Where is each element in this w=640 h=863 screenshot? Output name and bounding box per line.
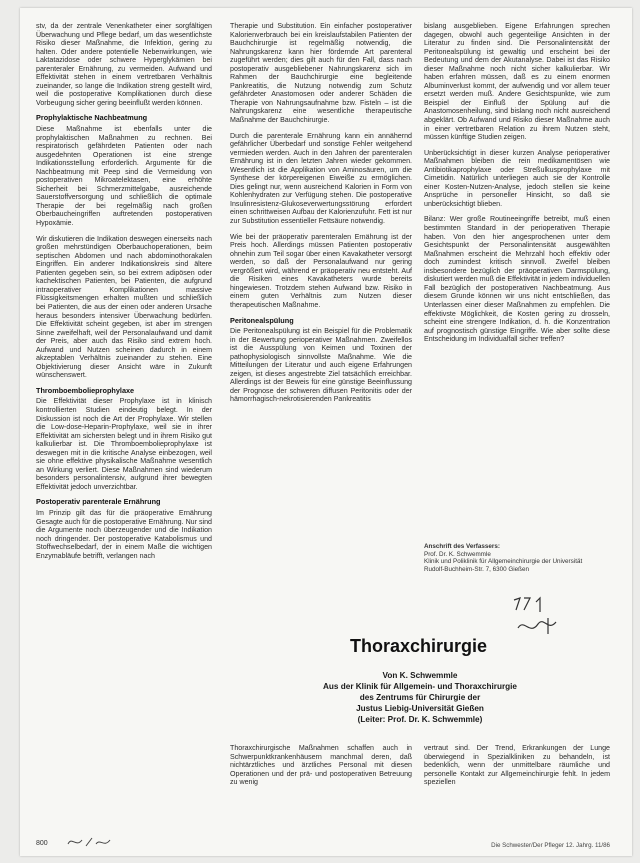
paragraph: Wie bei der präoperativ parenteralen Ernährung ist der Preis hoch. Allerdings müssen Patienten postoperativ ohnehin zum Teil sogar über einen Kavakatheter versorgt werden, so daß der Personalaufwand nur gering vergrößert wird, während er präoperativ neu entsteht. Auf die Risiken eines Kavakatheters wurde bereits hingewiesen. Trotzdem stehen Aufwand bzw. Risiko in einem guten Verhältnis zum Nutzen dieser therapeutischen Maßnahme. [230, 232, 412, 309]
section-title: Thoraxchirurgie [350, 636, 488, 656]
article-text-middle: Thoraxchirurgische Maßnahmen schaffen auch in Schwerpunktkrankenhäusern manchmal deren, daß nichtärztliches und ärztliches Personal mit diesen Operationen und der prä- und postoperativen Betreuung zu wenig [230, 744, 412, 787]
handwritten-annotation [504, 588, 604, 648]
subheading: Postoperativ parenterale Ernährung [36, 497, 161, 507]
article-byline [230, 670, 610, 725]
document-page [20, 8, 632, 856]
paragraph: Durch die parenterale Ernährung kann ein annähernd gefährlicher Überbedarf und sonstige Fehler weitgehend vermieden werden. Auch in den Jahren der parenteralen Ernährung ist in den letzten Jahren wieder gekommen. Wesentlich ist die Applikation von Aminosäuren, um die Synthese der körpereigenen Eiweiße zu ermöglichen. Dies gelingt nur, wenn ausreichend Kalorien in Form von Kohlenhydraten zur Verfügung stehen. Die postoperative Insulinresistenz-Glukoseverwertungsstörung erfordert einen schrittweisen Aufbau der Kalorienzufuhr. Fett ist nur zur Substitution essentieller Fettsäure notwendig. [230, 131, 412, 226]
author-name: Prof. Dr. K. Schwemmle [424, 550, 491, 558]
byline-head: (Leiter: Prof. Dr. K. Schwemmle) [357, 715, 483, 724]
paragraph: Die Effektivität dieser Prophylaxe ist in klinisch kontrollierten Studien eindeutig belegt. In der Diskussion ist noch die Art der Prophylaxe. Wir stellen die Low-dose-Heparin-Prophylaxe, weil sie in ihrer Effektivität am sichersten belegt und in ihrem Risiko gut kalkulierbar ist. Die Thromboembolieprophylaxe ist deswegen mit in die kritische Analyse einbezogen, weil sie ohne effektive physikalische Maßnahme wesentlich an Wirkung verliert. Diese Maßnahmen sind wiederum besonders personalintensiv, aufgrund ihrer bewegten Effektivität jedoch unverzichtbar. [36, 397, 212, 491]
author-address-heading: Anschrift des Verfassers: [424, 543, 500, 550]
subheading: Prophylaktische Nachbeatmung [36, 113, 148, 123]
paragraph: Die Peritonealspülung ist ein Beispiel für die Problematik in der Bewertung perioperativer Maßnahmen. Zweifellos ist die Ausspülung von Keimen und Toxinen der pathophysiologisch sinnvollste Maßnahme. Wie die Mitteilungen der Literatur und auch eigene Erfahrungen zeigen, ist dieses angestrebte Ziel tatsächlich erreichbar. Allerdings ist der Beweis für eine günstige Beeinflussung der Prognose der schweren diffusen Peritonitis oder der hämorrhagisch-nekrotisierenden Pankreatitis [230, 327, 412, 404]
author-institution: Klinik und Poliklinik für Allgemeinchirurgie der Universität [424, 558, 583, 566]
author-street: Rudolf-Buchheim-Str. 7, 6300 Gießen [424, 565, 530, 573]
byline-university: Justus Liebig-Universität Gießen [356, 704, 484, 713]
byline-author: Von K. Schwemmle [382, 671, 458, 680]
text-column-right [424, 22, 610, 351]
byline-clinic: Aus der Klinik für Allgemein- und Thoraxchirurgie [323, 682, 517, 691]
paragraph: Bilanz: Wer große Routineeingriffe betreibt, muß einen bestimmten Standard in der perioperativen Therapie haben. Von den hier angesprochenen unter dem Gesichtspunkt der Personalintensität ausgewählten Maßnahmen erscheint die Mehrzahl hoch effektiv oder doch zumindest kritisch sinnvoll. Zweifel bleiben insbesondere bezüglich der präoperativen Darmspülung, diskutiert werden muß die Effektivität in jedem individuellen Fall bezüglich der postoperativen Nachbeatmung. Aus diesem Grunde können wir uns nicht entschließen, das Unterlassen einer dieser Maßnahmen zu empfehlen. Die effektivste Möglichkeit, die Kosten gering zu drosseln, scheint eine strengere Indikation, d. h. die Konzentration auf prognostisch günstige Eingriffe. Wie aber sollte diese Entscheidung im Individualfall sicher treffen? [424, 215, 610, 344]
handwritten-page-mark [64, 834, 124, 850]
subheading: Thromboembolieprophylaxe [36, 385, 135, 395]
journal-footer: Die Schwester/Der Pfleger 12. Jahrg. 11/86 [491, 842, 610, 849]
paragraph: Unberücksichtigt in dieser kurzen Analyse perioperativer Maßnahmen bleiben die rein medikamentösen wie Antibiotikaprophylaxe oder Streßulkusprophylaxe mit Cimetidin. Natürlich unterliegen auch sie der Kontrolle einer Kosten-Nutzen-Analyse, jedoch stellen sie keine Ansprüche in personeller Hinsicht, so daß sie unberücksichtigt blieben. [424, 148, 610, 208]
text-column-left [36, 22, 212, 567]
paragraph: Diese Maßnahme ist ebenfalls unter die prophylaktischen Maßnahmen zu rechnen. Bei respiratorisch gefährdeten Patienten oder nach ausgedehnten Operationen ist eine strenge Indikationsstellung erforderlich. Argumente für die Nachbeatmung mit Peep sind die Vermeidung von postoperativen Mikroatelektasen, eine erhöhte Sicherheit bei Schmerzmittelgabe, ausreichende Sauerstoffversorgung und schließlich die optimale Therapie der bei regelmäßig nach großen Oberbaucheingriffen auftretenden postoperativen Hypoxämie. [36, 125, 212, 228]
article-text-right: vertraut sind. Der Trend, Erkrankungen der Lunge überwiegend in Spezialkliniken zu behandeln, ist bedenklich, wenn der unmittelbare räumliche und personelle Kontakt zur Allgemeinchirurgie fehlt. In jedem speziellen [424, 744, 610, 787]
paragraph: Wir diskutieren die Indikation deswegen einerseits nach großen mehrstündigen Oberbauchoperationen, beim septischen Abdomen und nach abdominothorakalen Eingriffen. Ein anderer Indikationskreis sind ältere Patienten gegeben sein, so bei extrem adipösen oder kachektischen Patienten, bei Patienten, die aufgrund intraoperativer Komplikationen massive Flüssigkeitsmengen erhalten mußten und schließlich bei Patienten, die aus der einen oder anderen Ursache heraus besonders intensiver Überwachung bedürfen. Die Effektivität scheint gegeben, ist aber im strengen Sinne zweifelhaft, weil der Personalaufwand und damit der Preis, aber auch das Risiko sind extrem hoch. Aufwand und Nutzen scheinen dadurch in einem akzeptablen Verhältnis zueinander zu stehen. Eine Objektivierung dieser Ansicht wäre in Zukunft wünschenswert. [36, 234, 212, 380]
subheading: Peritonealspülung [230, 315, 294, 325]
paragraph: bislang ausgeblieben. Eigene Erfahrungen sprechen dagegen, obwohl auch gegenteilige Ansichten in der Literatur zu finden sind. Die Personalintensität der Peritonealspülung ist gewaltig und erscheint bei der Bedeutung und dem der Akutanalyse. Dabei ist das Risiko dieser Maßnahme noch nicht sicher kalkulierbar. Wir haben erfahren müssen, daß es zu einem enormen Albuminverlust kommt, der aufwendig und vor allem teuer ersetzt werden muß. Andere Gesichtspunkte, wie zum Beispiel der Einfluß der Spülung auf die Anastomosenheilung, sind bislang noch nicht ausreichend abgeklärt. Ob Aufwand und Risiko dieser Maßnahme auch in einer vertretbaren Relation zu ihrem Nutzen steht, müssen künftige Studien zeigen. [424, 22, 610, 142]
paragraph: Therapie und Substitution. Ein einfacher postoperativer Kalorienverbrauch bei ein kreislaufstabilen Patienten der Bauchchirurgie ist regelmäßig notwendig, die Nahrungskarenz kann hier fördernde Art parenteral zugeführt werden; dies gilt auch für den Fall, dass nach postoperativ ausgebliebener Nahrungskarenz sich im Rahmen der Bauchchirurgie eine begleitende Pankreatitis, die Nutzung notwendig zum Schutz gefährdeter Anastomosen oder anderer Schäden die Therapie von Nahrungsaufnahme bzw. Fisteln – ist die Nahrungskarenz eine wesentliche therapeutische Maßnahme der Bauchchirurgie. [230, 22, 412, 125]
author-address [424, 543, 610, 573]
byline-center: des Zentrums für Chirurgie der [359, 693, 481, 702]
paragraph: stv, da der zentrale Venenkatheter einer sorgfältigen Überwachung und Pflege bedarf, um das wesentlichste Risiko dieser Maßnahme, die Infektion, gering zu halten. Oder andere potentielle Nebenwirkungen, wie Laktatazidose oder schwere Hyperglykämien bei parenteraler Ernährung, zu vermeiden. Aufwand und Effektivität stehen in einem vertretbaren Verhältnis zueinander, so lange die Indikation streng gestellt wird, weil die postoperative Komplikationen durch diese Vorbeugung sicher gering beeinflußt werden können. [36, 22, 212, 107]
page-number: 800 [36, 840, 48, 847]
text-column-middle [230, 22, 412, 411]
paragraph: Im Prinzip gilt das für die präoperative Ernährung Gesagte auch für die postoperative Ernährung. Nur sind die Argumente noch überzeugender und die Indikation noch dringender. Der postoperative Katabolismus und Stoffwechselbedarf, der in einem Maße die wichtigen Enzymabläufe betrifft, verlangen nach [36, 508, 212, 560]
